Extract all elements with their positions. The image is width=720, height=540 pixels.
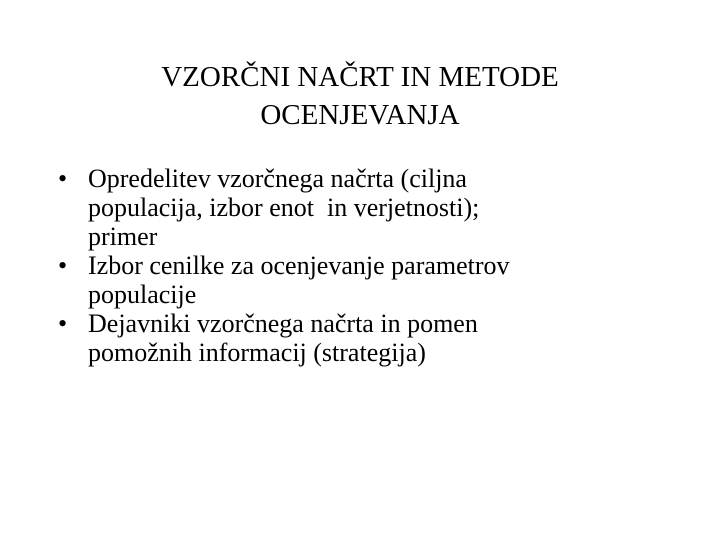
bullet-text (88, 309, 658, 367)
slide-title (60, 58, 660, 134)
bullet-item (58, 251, 658, 309)
bullet-line: populacije (88, 280, 197, 309)
slide-title-line: OCENJEVANJA (260, 99, 460, 131)
bullet-line: pomožnih informacij (strategija) (88, 338, 426, 367)
bullet-item (58, 309, 658, 367)
slide-title-line: VZORČNI NAČRT IN METODE (161, 61, 559, 93)
bullet-line: Opredelitev vzorčnega načrta (ciljna (88, 164, 467, 193)
bullet-icon: • (58, 164, 68, 193)
bullet-icon: • (58, 251, 68, 280)
bullet-line: Dejavniki vzorčnega načrta in pomen (88, 309, 478, 338)
bullet-text (88, 164, 658, 251)
bullet-text (88, 251, 658, 309)
bullet-line: Izbor cenilke za ocenjevanje parametrov (88, 251, 510, 280)
bullet-line: populacija, izbor enot in verjetnosti); (88, 193, 480, 222)
bullet-icon: • (58, 309, 68, 338)
bullet-item (58, 164, 658, 251)
bullet-list (58, 164, 658, 367)
bullet-line: primer (88, 222, 158, 251)
